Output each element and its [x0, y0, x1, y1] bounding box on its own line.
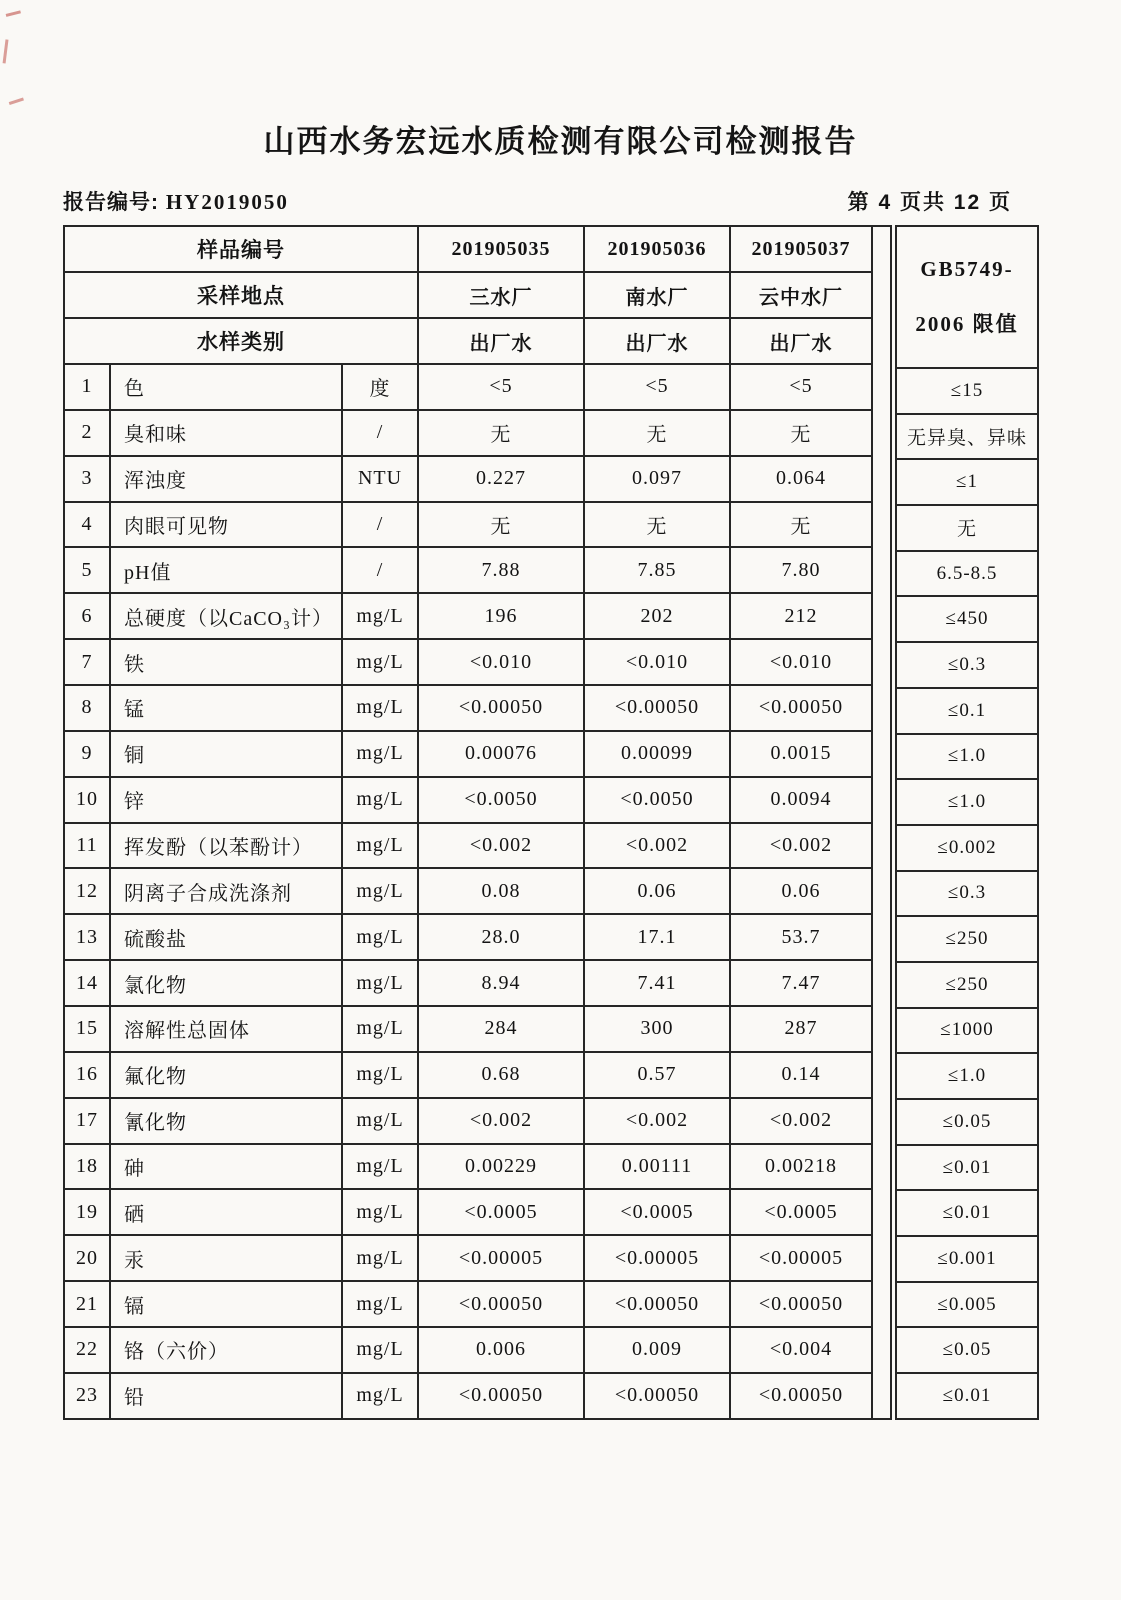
value-cell: 无	[584, 502, 730, 548]
param-name-cell: 溶解性总固体	[110, 1006, 342, 1052]
limit-row	[896, 642, 1038, 688]
value-cell: <0.00050	[418, 1281, 584, 1327]
row-number-cell: 14	[64, 960, 110, 1006]
row-number-cell: 13	[64, 914, 110, 960]
limit-cell: ≤1.0	[896, 779, 1038, 825]
value-cell: <0.010	[584, 639, 730, 685]
unit-cell: mg/L	[342, 1373, 418, 1419]
value-cell: 7.41	[584, 960, 730, 1006]
limit-row	[896, 779, 1038, 825]
table-row	[64, 593, 872, 639]
table-row	[64, 364, 872, 410]
limit-row	[896, 734, 1038, 780]
value-cell: 28.0	[418, 914, 584, 960]
limit-row	[896, 1282, 1038, 1328]
value-cell: 8.94	[418, 960, 584, 1006]
unit-cell: mg/L	[342, 914, 418, 960]
value-cell: <0.00050	[418, 1373, 584, 1419]
row-number-cell: 20	[64, 1235, 110, 1281]
limit-table	[895, 225, 1039, 1420]
unit-cell: mg/L	[342, 1281, 418, 1327]
param-name-cell: 臭和味	[110, 410, 342, 456]
value-cell: 300	[584, 1006, 730, 1052]
unit-cell: mg/L	[342, 1189, 418, 1235]
limit-row	[896, 688, 1038, 734]
limit-cell: ≤0.3	[896, 871, 1038, 917]
value-cell: <0.00050	[730, 1373, 872, 1419]
param-name-cell: 铅	[110, 1373, 342, 1419]
value-cell: <0.00050	[418, 685, 584, 731]
value-cell: 0.009	[584, 1327, 730, 1373]
value-cell: 无	[584, 410, 730, 456]
value-cell: <0.00050	[584, 1281, 730, 1327]
unit-cell: 度	[342, 364, 418, 410]
sample-type-cell: 出厂水	[418, 318, 584, 364]
results-table	[63, 225, 873, 1420]
table-row	[64, 1144, 872, 1190]
param-name-cell: 色	[110, 364, 342, 410]
limit-cell: ≤0.05	[896, 1327, 1038, 1373]
value-cell: 287	[730, 1006, 872, 1052]
value-cell: <0.00050	[730, 1281, 872, 1327]
row-number-cell: 8	[64, 685, 110, 731]
sample-id-cell: 201905035	[418, 226, 584, 272]
param-name-cell: 阴离子合成洗涤剂	[110, 868, 342, 914]
value-cell: 0.08	[418, 868, 584, 914]
value-cell: <0.00005	[584, 1235, 730, 1281]
unit-cell: /	[342, 502, 418, 548]
row-number-cell: 9	[64, 731, 110, 777]
param-name-cell: 砷	[110, 1144, 342, 1190]
param-name-cell: 锌	[110, 777, 342, 823]
header-row-sampling-site	[64, 272, 872, 318]
table-row	[64, 1373, 872, 1419]
sampling-site-cell: 云中水厂	[730, 272, 872, 318]
value-cell: <0.0005	[584, 1189, 730, 1235]
limit-cell: 无异臭、异味	[896, 414, 1038, 460]
value-cell: <5	[584, 364, 730, 410]
unit-cell: mg/L	[342, 1327, 418, 1373]
limit-header-cell	[896, 226, 1038, 368]
limit-header-row	[896, 226, 1038, 368]
results-table-header	[64, 226, 872, 364]
value-cell: 7.47	[730, 960, 872, 1006]
limit-cell: ≤0.01	[896, 1190, 1038, 1236]
value-cell: 0.00076	[418, 731, 584, 777]
limit-row	[896, 916, 1038, 962]
limit-cell: ≤0.05	[896, 1099, 1038, 1145]
value-cell: <0.00005	[730, 1235, 872, 1281]
value-cell: <0.0005	[418, 1189, 584, 1235]
limit-cell: ≤1.0	[896, 1053, 1038, 1099]
sampling-site-cell: 南水厂	[584, 272, 730, 318]
meta-row	[63, 186, 1038, 216]
unit-cell: mg/L	[342, 868, 418, 914]
row-number-cell: 2	[64, 410, 110, 456]
header-label-cell: 水样类别	[64, 318, 418, 364]
param-name-cell: 镉	[110, 1281, 342, 1327]
table-row	[64, 1235, 872, 1281]
unit-cell: mg/L	[342, 1098, 418, 1144]
value-cell: <0.00050	[730, 685, 872, 731]
value-cell: 0.064	[730, 456, 872, 502]
param-name-cell: 总硬度（以CaCO₃计）	[110, 593, 342, 639]
limit-standard-name: GB5749-	[920, 257, 1014, 281]
table-row	[64, 914, 872, 960]
binding-strip-column	[873, 225, 892, 1420]
value-cell: 0.227	[418, 456, 584, 502]
limit-row	[896, 962, 1038, 1008]
param-name-cell: 汞	[110, 1235, 342, 1281]
unit-cell: NTU	[342, 456, 418, 502]
table-row	[64, 1189, 872, 1235]
limit-cell: ≤0.005	[896, 1282, 1038, 1328]
value-cell: 53.7	[730, 914, 872, 960]
limit-cell: ≤1000	[896, 1008, 1038, 1054]
report-number-value: HY2019050	[165, 190, 289, 214]
row-number-cell: 12	[64, 868, 110, 914]
value-cell: 0.0015	[730, 731, 872, 777]
limit-row	[896, 871, 1038, 917]
row-number-cell: 6	[64, 593, 110, 639]
limit-cell: ≤250	[896, 916, 1038, 962]
limit-row	[896, 1008, 1038, 1054]
row-number-cell: 4	[64, 502, 110, 548]
table-row	[64, 1327, 872, 1373]
sample-type-cell: 出厂水	[584, 318, 730, 364]
limit-cell: ≤0.1	[896, 688, 1038, 734]
param-name-cell: 浑浊度	[110, 456, 342, 502]
value-cell: <0.00050	[584, 685, 730, 731]
unit-cell: mg/L	[342, 823, 418, 869]
value-cell: <0.004	[730, 1327, 872, 1373]
unit-cell: mg/L	[342, 960, 418, 1006]
table-row	[64, 823, 872, 869]
limit-row	[896, 596, 1038, 642]
unit-cell: /	[342, 410, 418, 456]
header-row-sample-type	[64, 318, 872, 364]
report-number-label: 报告编号:	[63, 191, 159, 214]
row-number-cell: 15	[64, 1006, 110, 1052]
limit-row	[896, 825, 1038, 871]
report-title: 山西水务宏远水质检测有限公司检测报告	[263, 124, 858, 159]
value-cell: 无	[730, 502, 872, 548]
param-name-cell: 氟化物	[110, 1052, 342, 1098]
value-cell: 0.57	[584, 1052, 730, 1098]
table-row	[64, 1098, 872, 1144]
limit-cell: 无	[896, 505, 1038, 551]
limit-row	[896, 1236, 1038, 1282]
value-cell: 0.06	[730, 868, 872, 914]
limit-row	[896, 1145, 1038, 1191]
value-cell: 212	[730, 593, 872, 639]
header-label-cell: 样品编号	[64, 226, 418, 272]
table-row	[64, 547, 872, 593]
limit-row	[896, 505, 1038, 551]
row-number-cell: 7	[64, 639, 110, 685]
value-cell: 0.00218	[730, 1144, 872, 1190]
limit-row	[896, 414, 1038, 460]
value-cell: <0.002	[418, 823, 584, 869]
unit-cell: mg/L	[342, 1006, 418, 1052]
value-cell: <0.002	[418, 1098, 584, 1144]
table-row	[64, 1052, 872, 1098]
value-cell: <0.0050	[418, 777, 584, 823]
results-table-area	[63, 225, 1039, 1420]
row-number-cell: 16	[64, 1052, 110, 1098]
table-row	[64, 1281, 872, 1327]
value-cell: 0.00099	[584, 731, 730, 777]
value-cell: 7.85	[584, 547, 730, 593]
sampling-site-cell: 三水厂	[418, 272, 584, 318]
limit-cell: ≤0.002	[896, 825, 1038, 871]
unit-cell: mg/L	[342, 1052, 418, 1098]
param-name-cell: 氯化物	[110, 960, 342, 1006]
limit-cell: ≤0.01	[896, 1373, 1038, 1419]
param-name-cell: 锰	[110, 685, 342, 731]
row-number-cell: 23	[64, 1373, 110, 1419]
limit-cell: ≤1	[896, 459, 1038, 505]
value-cell: <5	[418, 364, 584, 410]
table-row	[64, 685, 872, 731]
param-name-cell: 氰化物	[110, 1098, 342, 1144]
value-cell: <0.002	[730, 1098, 872, 1144]
table-row	[64, 731, 872, 777]
limit-cell: ≤250	[896, 962, 1038, 1008]
report-number	[63, 186, 289, 216]
table-row	[64, 868, 872, 914]
row-number-cell: 10	[64, 777, 110, 823]
param-name-cell: pH值	[110, 547, 342, 593]
value-cell: <0.00005	[418, 1235, 584, 1281]
page-indicator: 第 4 页共 12 页	[847, 191, 1012, 214]
row-number-cell: 18	[64, 1144, 110, 1190]
param-name-cell: 肉眼可见物	[110, 502, 342, 548]
sample-type-cell: 出厂水	[730, 318, 872, 364]
value-cell: 17.1	[584, 914, 730, 960]
value-cell: <0.00050	[584, 1373, 730, 1419]
param-name-cell: 硒	[110, 1189, 342, 1235]
unit-cell: mg/L	[342, 685, 418, 731]
value-cell: 0.00229	[418, 1144, 584, 1190]
table-row	[64, 410, 872, 456]
value-cell: 202	[584, 593, 730, 639]
limit-standard-name: 2006 限值	[915, 312, 1019, 336]
limit-row	[896, 551, 1038, 597]
sample-id-cell: 201905036	[584, 226, 730, 272]
value-cell: 0.06	[584, 868, 730, 914]
table-row	[64, 960, 872, 1006]
row-number-cell: 22	[64, 1327, 110, 1373]
value-cell: 0.0094	[730, 777, 872, 823]
value-cell: 0.006	[418, 1327, 584, 1373]
value-cell: <0.002	[584, 1098, 730, 1144]
limit-cell: 6.5-8.5	[896, 551, 1038, 597]
unit-cell: mg/L	[342, 1235, 418, 1281]
red-ink-mark	[5, 86, 24, 105]
value-cell: 0.00111	[584, 1144, 730, 1190]
limit-row	[896, 459, 1038, 505]
limit-cell: ≤0.001	[896, 1236, 1038, 1282]
value-cell: 7.88	[418, 547, 584, 593]
sample-id-cell: 201905037	[730, 226, 872, 272]
row-number-cell: 3	[64, 456, 110, 502]
value-cell: <0.002	[584, 823, 730, 869]
value-cell: 无	[418, 502, 584, 548]
param-name-cell: 铬（六价）	[110, 1327, 342, 1373]
value-cell: 0.14	[730, 1052, 872, 1098]
row-number-cell: 11	[64, 823, 110, 869]
unit-cell: mg/L	[342, 1144, 418, 1190]
value-cell: 无	[730, 410, 872, 456]
param-name-cell: 挥发酚（以苯酚计）	[110, 823, 342, 869]
value-cell: <0.002	[730, 823, 872, 869]
unit-cell: mg/L	[342, 639, 418, 685]
table-row	[64, 777, 872, 823]
param-name-cell: 硫酸盐	[110, 914, 342, 960]
row-number-cell: 21	[64, 1281, 110, 1327]
limit-row	[896, 1327, 1038, 1373]
unit-cell: mg/L	[342, 777, 418, 823]
limit-cell: ≤0.01	[896, 1145, 1038, 1191]
row-number-cell: 1	[64, 364, 110, 410]
red-ink-mark	[3, 39, 18, 64]
header-row-sample-id	[64, 226, 872, 272]
value-cell: <0.0005	[730, 1189, 872, 1235]
header-label-cell: 采样地点	[64, 272, 418, 318]
value-cell: <0.010	[730, 639, 872, 685]
value-cell: <0.0050	[584, 777, 730, 823]
limit-row	[896, 1053, 1038, 1099]
row-number-cell: 19	[64, 1189, 110, 1235]
table-row	[64, 456, 872, 502]
value-cell: <0.010	[418, 639, 584, 685]
limit-row	[896, 1373, 1038, 1419]
limit-row	[896, 1190, 1038, 1236]
table-row	[64, 502, 872, 548]
value-cell: 7.80	[730, 547, 872, 593]
red-ink-mark	[6, 10, 24, 26]
limit-row	[896, 1099, 1038, 1145]
unit-cell: /	[342, 547, 418, 593]
value-cell: 无	[418, 410, 584, 456]
value-cell: 196	[418, 593, 584, 639]
results-table-body	[64, 364, 872, 1419]
value-cell: 0.097	[584, 456, 730, 502]
table-row	[64, 639, 872, 685]
limit-table-body	[896, 226, 1038, 1419]
unit-cell: mg/L	[342, 731, 418, 777]
limit-cell: ≤450	[896, 596, 1038, 642]
param-name-cell: 铁	[110, 639, 342, 685]
limit-cell: ≤1.0	[896, 734, 1038, 780]
param-name-cell: 铜	[110, 731, 342, 777]
value-cell: <5	[730, 364, 872, 410]
value-cell: 0.68	[418, 1052, 584, 1098]
table-row	[64, 1006, 872, 1052]
limit-cell: ≤15	[896, 368, 1038, 414]
limit-cell: ≤0.3	[896, 642, 1038, 688]
value-cell: 284	[418, 1006, 584, 1052]
row-number-cell: 17	[64, 1098, 110, 1144]
limit-row	[896, 368, 1038, 414]
unit-cell: mg/L	[342, 593, 418, 639]
row-number-cell: 5	[64, 547, 110, 593]
